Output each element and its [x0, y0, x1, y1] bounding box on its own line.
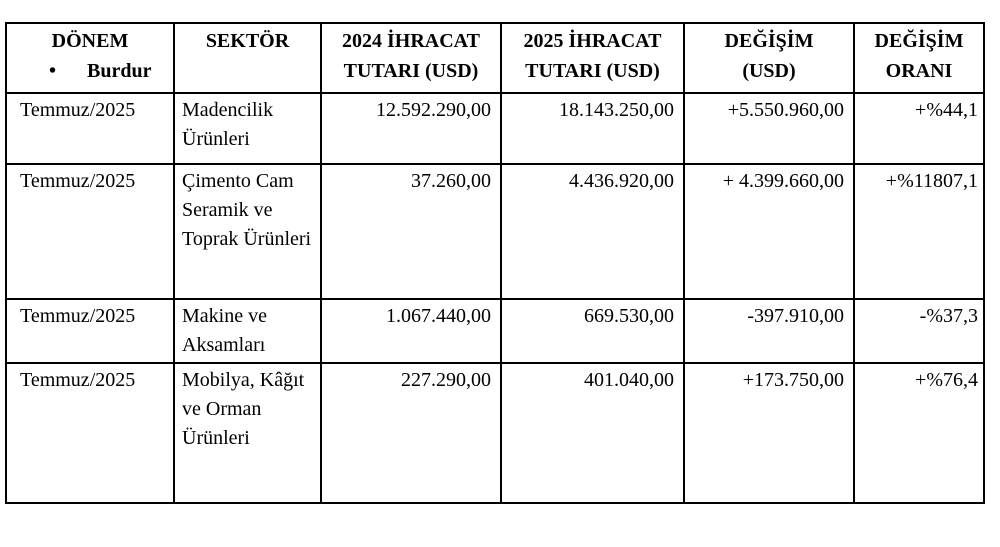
- export-table: [5, 22, 985, 504]
- cell-sektor: Madencilik Ürünleri: [174, 93, 321, 164]
- header-cell-degisim-orani: [854, 23, 984, 93]
- header-cell-degisim: [684, 23, 854, 93]
- header-cell-ihracat-2024: [321, 23, 501, 93]
- cell-donem: Temmuz/2025: [6, 299, 174, 363]
- table-row: [6, 299, 984, 363]
- cell-degisim: +173.750,00: [684, 363, 854, 503]
- cell-donem: Temmuz/2025: [6, 363, 174, 503]
- cell-degisim-orani: +%11807,1: [854, 164, 984, 299]
- cell-degisim-orani: +%44,1: [854, 93, 984, 164]
- header-donem-title: DÖNEM: [51, 30, 129, 52]
- cell-ihracat-2024: 227.290,00: [321, 363, 501, 503]
- cell-sektor: Mobilya, Kâğıt ve Orman Ürünleri: [174, 363, 321, 503]
- header-ihracat2025-line2: TUTARI (USD): [525, 60, 660, 82]
- bullet-icon: •: [49, 60, 57, 82]
- cell-degisim: -397.910,00: [684, 299, 854, 363]
- cell-ihracat-2024: 1.067.440,00: [321, 299, 501, 363]
- header-cell-sektor: [174, 23, 321, 93]
- header-degisim-line1: DEĞİŞİM: [724, 30, 814, 52]
- header-ihracat2024-line2: TUTARI (USD): [343, 60, 479, 82]
- table-row: [6, 363, 984, 503]
- cell-sektor: Makine ve Aksamları: [174, 299, 321, 363]
- table-header-row: [6, 23, 984, 93]
- header-oran-line1: DEĞİŞİM: [874, 30, 964, 52]
- cell-ihracat-2025: 401.040,00: [501, 363, 684, 503]
- header-cell-ihracat-2025: [501, 23, 684, 93]
- header-ihracat2025-line1: 2025 İHRACAT: [523, 30, 662, 52]
- cell-sektor: Çimento Cam Seramik ve Toprak Ürünleri: [174, 164, 321, 299]
- cell-ihracat-2025: 669.530,00: [501, 299, 684, 363]
- cell-ihracat-2025: 4.436.920,00: [501, 164, 684, 299]
- header-donem-item: Burdur: [87, 60, 152, 82]
- table-row: [6, 93, 984, 164]
- table-row: [6, 164, 984, 299]
- cell-degisim-orani: +%76,4: [854, 363, 984, 503]
- export-table-container: [5, 22, 985, 504]
- cell-ihracat-2024: 12.592.290,00: [321, 93, 501, 164]
- cell-degisim-orani: -%37,3: [854, 299, 984, 363]
- cell-degisim: + 4.399.660,00: [684, 164, 854, 299]
- header-degisim-line2: (USD): [742, 60, 796, 82]
- header-donem-bullet-line: [11, 56, 169, 86]
- header-cell-donem: [6, 23, 174, 93]
- cell-degisim: +5.550.960,00: [684, 93, 854, 164]
- header-oran-line2: ORANI: [885, 60, 953, 82]
- header-sektor-label: SEKTÖR: [205, 30, 290, 52]
- cell-donem: Temmuz/2025: [6, 93, 174, 164]
- cell-ihracat-2024: 37.260,00: [321, 164, 501, 299]
- header-ihracat2024-line1: 2024 İHRACAT: [342, 30, 480, 52]
- cell-ihracat-2025: 18.143.250,00: [501, 93, 684, 164]
- cell-donem: Temmuz/2025: [6, 164, 174, 299]
